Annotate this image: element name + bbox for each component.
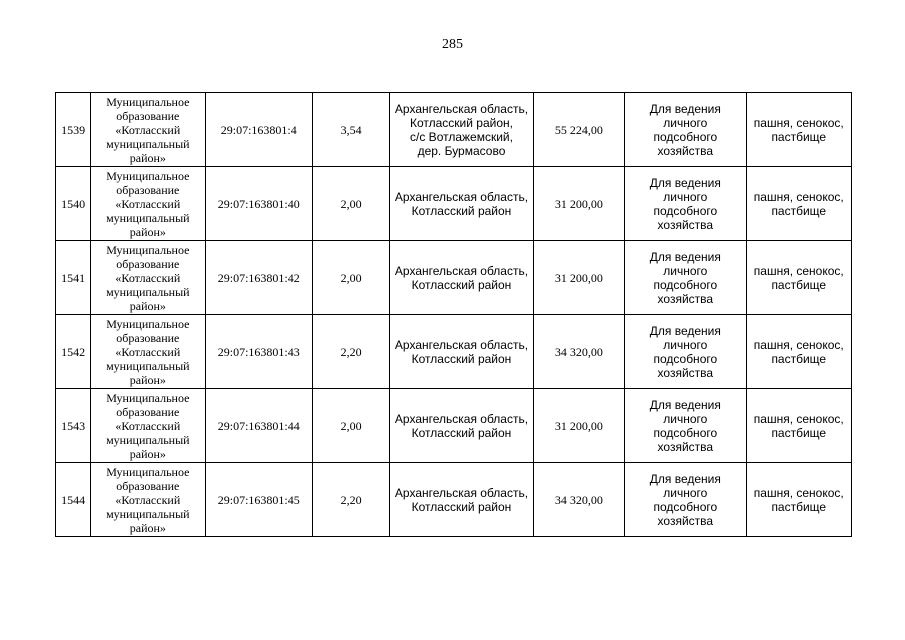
owner-line: образование <box>116 256 180 271</box>
cell-owner <box>91 463 205 537</box>
cell-number: 1539 <box>56 93 91 167</box>
cell-address <box>390 93 534 167</box>
cell-price: 34 320,00 <box>533 463 624 537</box>
use-line: пашня, сенокос, <box>753 263 844 278</box>
use-line: пашня, сенокос, <box>753 411 844 426</box>
cell-purpose <box>625 315 746 389</box>
cell-purpose <box>625 241 746 315</box>
owner-line: район» <box>129 372 166 387</box>
address-line: Котласский район <box>411 499 512 514</box>
purpose-line: Для ведения <box>649 471 721 486</box>
address-line: Архангельская область, <box>394 101 529 116</box>
cell-purpose <box>625 93 746 167</box>
use-line: пашня, сенокос, <box>753 115 844 130</box>
use-line: пастбище <box>771 129 827 144</box>
cell-area: 2,00 <box>312 241 389 315</box>
cell-area: 2,20 <box>312 315 389 389</box>
cell-address <box>390 389 534 463</box>
owner-line: Муниципальное <box>106 94 190 109</box>
owner-line: муниципальный <box>106 210 190 225</box>
owner-line: муниципальный <box>106 358 190 373</box>
cell-price: 55 224,00 <box>533 93 624 167</box>
address-line: дер. Бурмасово <box>417 143 506 158</box>
owner-line: «Котласский <box>115 196 181 211</box>
address-line: Архангельская область, <box>394 337 529 352</box>
use-line: пастбище <box>771 351 827 366</box>
cell-price: 31 200,00 <box>533 167 624 241</box>
purpose-line: подсобного <box>653 351 718 366</box>
owner-line: «Котласский <box>115 270 181 285</box>
cell-cadastral-number: 29:07:163801:43 <box>205 315 312 389</box>
owner-line: район» <box>129 446 166 461</box>
purpose-line: подсобного <box>653 499 718 514</box>
cell-cadastral-number: 29:07:163801:40 <box>205 167 312 241</box>
use-line: пашня, сенокос, <box>753 189 844 204</box>
purpose-line: личного <box>663 411 708 426</box>
address-line: Котласский район <box>411 203 512 218</box>
owner-line: район» <box>129 520 166 535</box>
owner-line: образование <box>116 404 180 419</box>
address-line: Котласский район <box>411 425 512 440</box>
owner-line: Муниципальное <box>106 316 190 331</box>
cell-cadastral-number: 29:07:163801:42 <box>205 241 312 315</box>
purpose-line: подсобного <box>653 425 718 440</box>
cell-area: 2,20 <box>312 463 389 537</box>
use-line: пастбище <box>771 425 827 440</box>
purpose-line: личного <box>663 115 708 130</box>
land-registry-table <box>55 92 852 537</box>
address-line: Архангельская область, <box>394 411 529 426</box>
cell-owner <box>91 389 205 463</box>
cell-cadastral-number: 29:07:163801:45 <box>205 463 312 537</box>
owner-line: Муниципальное <box>106 242 190 257</box>
owner-line: образование <box>116 330 180 345</box>
purpose-line: хозяйства <box>657 217 714 232</box>
cell-price: 31 200,00 <box>533 241 624 315</box>
cell-number: 1540 <box>56 167 91 241</box>
owner-line: Муниципальное <box>106 390 190 405</box>
address-line: Котласский район <box>411 351 512 366</box>
address-line: Архангельская область, <box>394 263 529 278</box>
cell-number: 1542 <box>56 315 91 389</box>
cell-land-use <box>746 463 851 537</box>
purpose-line: хозяйства <box>657 143 714 158</box>
address-line: Архангельская область, <box>394 189 529 204</box>
owner-line: район» <box>129 150 166 165</box>
use-line: пастбище <box>771 203 827 218</box>
cell-number: 1541 <box>56 241 91 315</box>
purpose-line: хозяйства <box>657 439 714 454</box>
cell-purpose <box>625 389 746 463</box>
cell-purpose <box>625 167 746 241</box>
cell-land-use <box>746 167 851 241</box>
cell-area: 2,00 <box>312 389 389 463</box>
cell-address <box>390 241 534 315</box>
cell-purpose <box>625 463 746 537</box>
owner-line: район» <box>129 298 166 313</box>
purpose-line: Для ведения <box>649 323 721 338</box>
owner-line: «Котласский <box>115 122 181 137</box>
owner-line: образование <box>116 108 180 123</box>
purpose-line: Для ведения <box>649 249 721 264</box>
owner-line: Муниципальное <box>106 168 190 183</box>
owner-line: образование <box>116 182 180 197</box>
table-row <box>56 167 852 241</box>
cell-number: 1544 <box>56 463 91 537</box>
purpose-line: личного <box>663 337 708 352</box>
owner-line: муниципальный <box>106 432 190 447</box>
use-line: пашня, сенокос, <box>753 337 844 352</box>
purpose-line: личного <box>663 189 708 204</box>
owner-line: муниципальный <box>106 506 190 521</box>
cell-owner <box>91 93 205 167</box>
purpose-line: хозяйства <box>657 365 714 380</box>
address-line: с/с Вотлажемский, <box>410 129 513 144</box>
address-line: Котласский район, <box>409 115 513 130</box>
cell-land-use <box>746 93 851 167</box>
cell-area: 2,00 <box>312 167 389 241</box>
purpose-line: Для ведения <box>649 101 721 116</box>
use-line: пастбище <box>771 277 827 292</box>
purpose-line: подсобного <box>653 203 718 218</box>
owner-line: муниципальный <box>106 136 190 151</box>
cell-land-use <box>746 241 851 315</box>
cell-owner <box>91 167 205 241</box>
purpose-line: подсобного <box>653 277 718 292</box>
cell-price: 31 200,00 <box>533 389 624 463</box>
owner-line: «Котласский <box>115 418 181 433</box>
cell-address <box>390 315 534 389</box>
table-row <box>56 463 852 537</box>
owner-line: муниципальный <box>106 284 190 299</box>
cell-area: 3,54 <box>312 93 389 167</box>
use-line: пашня, сенокос, <box>753 485 844 500</box>
purpose-line: хозяйства <box>657 291 714 306</box>
table-row <box>56 389 852 463</box>
owner-line: район» <box>129 224 166 239</box>
address-line: Котласский район <box>411 277 512 292</box>
use-line: пастбище <box>771 499 827 514</box>
cell-price: 34 320,00 <box>533 315 624 389</box>
purpose-line: Для ведения <box>649 175 721 190</box>
cell-number: 1543 <box>56 389 91 463</box>
table-row <box>56 241 852 315</box>
purpose-line: личного <box>663 263 708 278</box>
owner-line: Муниципальное <box>106 464 190 479</box>
table-row <box>56 315 852 389</box>
cell-cadastral-number: 29:07:163801:4 <box>205 93 312 167</box>
address-line: Архангельская область, <box>394 485 529 500</box>
cell-land-use <box>746 389 851 463</box>
cell-address <box>390 167 534 241</box>
purpose-line: личного <box>663 485 708 500</box>
cell-cadastral-number: 29:07:163801:44 <box>205 389 312 463</box>
cell-owner <box>91 241 205 315</box>
owner-line: «Котласский <box>115 492 181 507</box>
owner-line: образование <box>116 478 180 493</box>
purpose-line: хозяйства <box>657 513 714 528</box>
cell-land-use <box>746 315 851 389</box>
purpose-line: Для ведения <box>649 397 721 412</box>
purpose-line: подсобного <box>653 129 718 144</box>
owner-line: «Котласский <box>115 344 181 359</box>
table-body <box>56 93 852 537</box>
page-number: 285 <box>442 37 463 52</box>
cell-address <box>390 463 534 537</box>
cell-owner <box>91 315 205 389</box>
table-row <box>56 93 852 167</box>
